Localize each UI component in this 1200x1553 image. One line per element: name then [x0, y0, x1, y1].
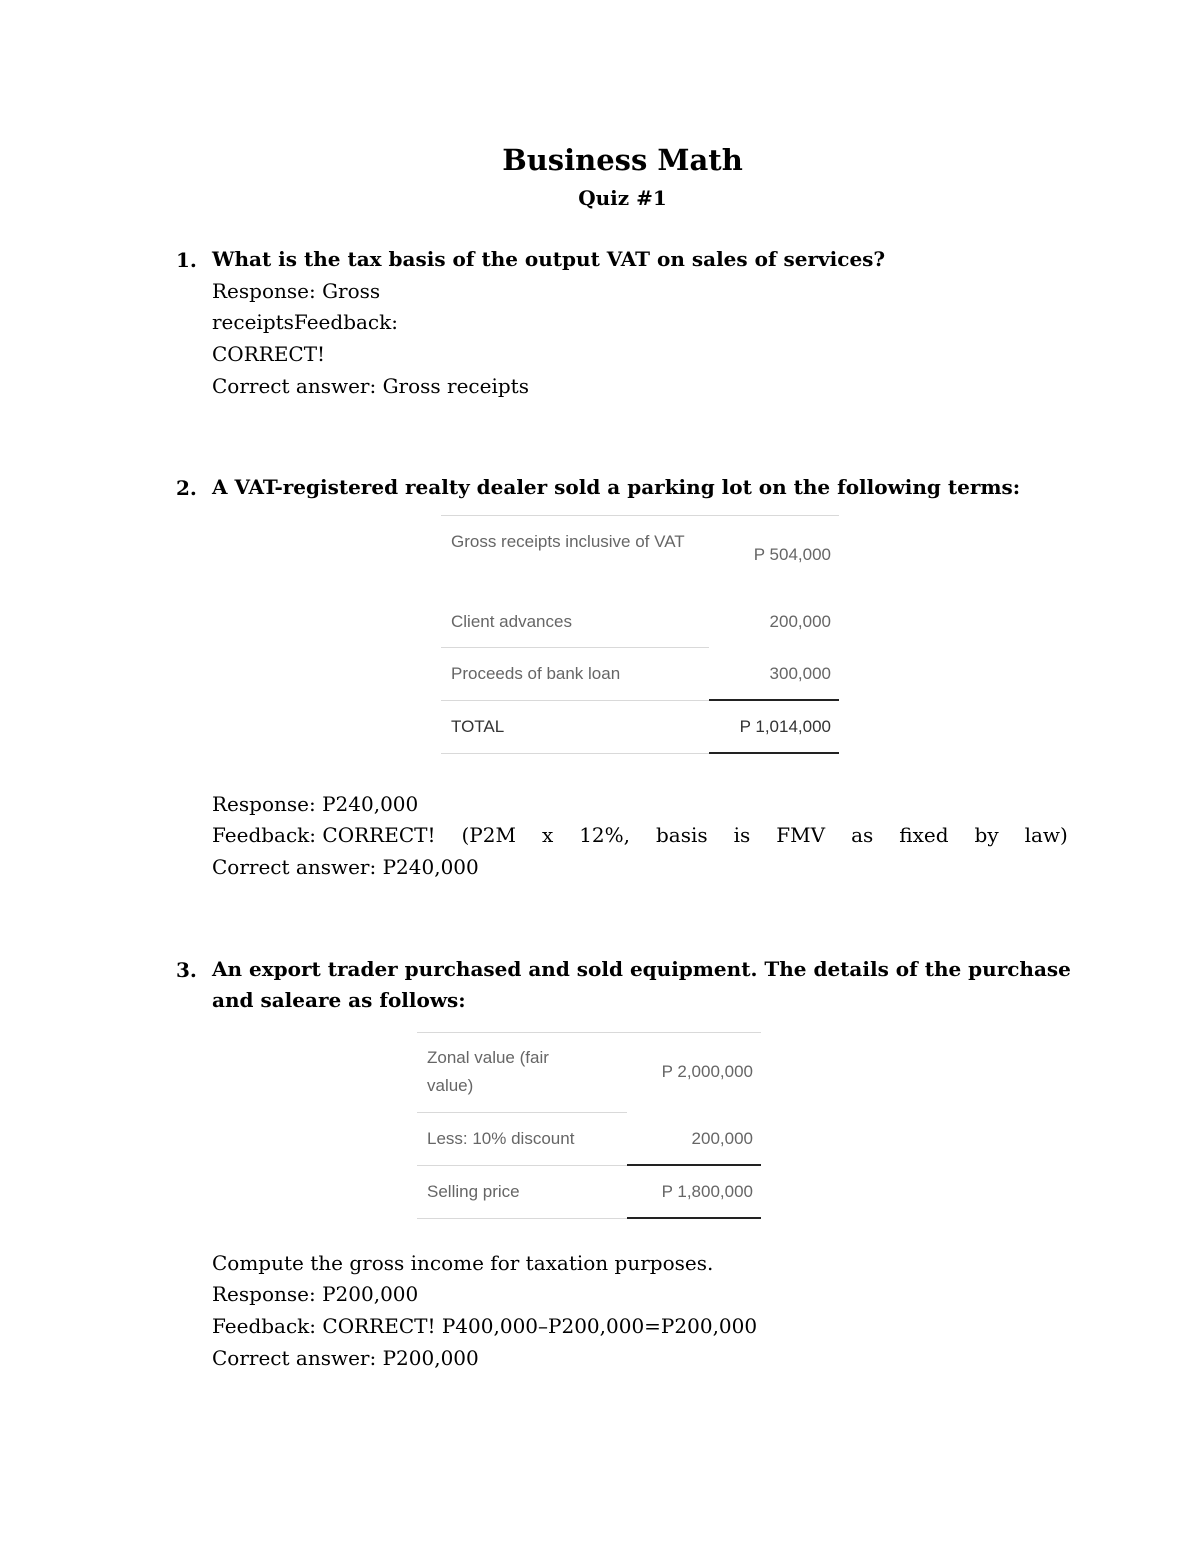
- response-text: Response: P200,000: [212, 1282, 419, 1306]
- feedback-text: receiptsFeedback:: [212, 310, 398, 334]
- row-value: P 504,000: [753, 545, 831, 564]
- feedback-word: 12%,: [579, 823, 631, 847]
- row-value: 200,000: [691, 1129, 753, 1148]
- feedback-word: is: [733, 823, 751, 847]
- table-rule: [417, 1218, 627, 1219]
- table-rule: [417, 1112, 627, 1113]
- row-label: Client advances: [451, 612, 572, 631]
- feedback-word: fixed: [899, 823, 949, 847]
- row-value: P 2,000,000: [661, 1062, 753, 1081]
- feedback-word: Feedback: CORRECT!: [212, 823, 436, 847]
- table-rule: [441, 647, 709, 648]
- feedback-result: CORRECT!: [212, 342, 326, 366]
- row-value: P 1,014,000: [739, 717, 831, 736]
- row-value: 200,000: [769, 612, 831, 631]
- feedback-word: FMV: [776, 823, 826, 847]
- correct-answer: Correct answer: P240,000: [212, 855, 479, 879]
- row-label: TOTAL: [451, 717, 505, 736]
- question-number: 1.: [176, 248, 197, 272]
- feedback-word: by: [974, 823, 999, 847]
- response-text: Response: P240,000: [212, 792, 419, 816]
- feedback-word: law): [1024, 823, 1068, 847]
- page-title: Business Math: [502, 143, 743, 177]
- response-text: Response: Gross: [212, 279, 381, 303]
- question-number: 2.: [176, 476, 197, 500]
- table-rule: [417, 1165, 627, 1166]
- table-rule: [441, 515, 839, 516]
- total-rule: [709, 752, 839, 754]
- feedback-word: x: [541, 823, 554, 847]
- row-label: Zonal value (fair value): [427, 1048, 549, 1095]
- feedback-text: [212, 820, 1068, 851]
- row-label: Less: 10% discount: [427, 1129, 575, 1148]
- question-number: 3.: [176, 958, 197, 982]
- feedback-text: Feedback: CORRECT! P400,000–P200,000=P200,000: [212, 1314, 758, 1338]
- row-label: Gross receipts inclusive of VAT: [451, 532, 685, 551]
- row-label: Proceeds of bank loan: [451, 664, 621, 683]
- question-text: What is the tax basis of the output VAT on sales of services?: [212, 247, 886, 271]
- total-rule: [627, 1164, 761, 1166]
- feedback-word: basis: [656, 823, 708, 847]
- page-subtitle: Quiz #1: [578, 186, 667, 210]
- row-value: 300,000: [769, 664, 831, 683]
- feedback-word: as: [851, 823, 874, 847]
- total-rule: [627, 1217, 761, 1219]
- correct-answer: Correct answer: Gross receipts: [212, 374, 529, 398]
- question-text: An export trader purchased and sold equipment. The details of the purchase and saleare as follows:: [212, 957, 1071, 1012]
- table-rule: [441, 700, 709, 701]
- prompt-text: Compute the gross income for taxation purposes.: [212, 1251, 714, 1275]
- correct-answer: Correct answer: P200,000: [212, 1346, 479, 1370]
- table-rule: [417, 1032, 761, 1033]
- row-value: P 1,800,000: [661, 1182, 753, 1201]
- terms-table: [441, 515, 839, 755]
- feedback-word: (P2M: [461, 823, 516, 847]
- table-rule: [441, 753, 709, 754]
- purchase-table: [417, 1032, 761, 1222]
- total-rule: [709, 699, 839, 701]
- question-text: A VAT-registered realty dealer sold a parking lot on the following terms:: [212, 475, 1021, 499]
- row-label: Selling price: [427, 1182, 520, 1201]
